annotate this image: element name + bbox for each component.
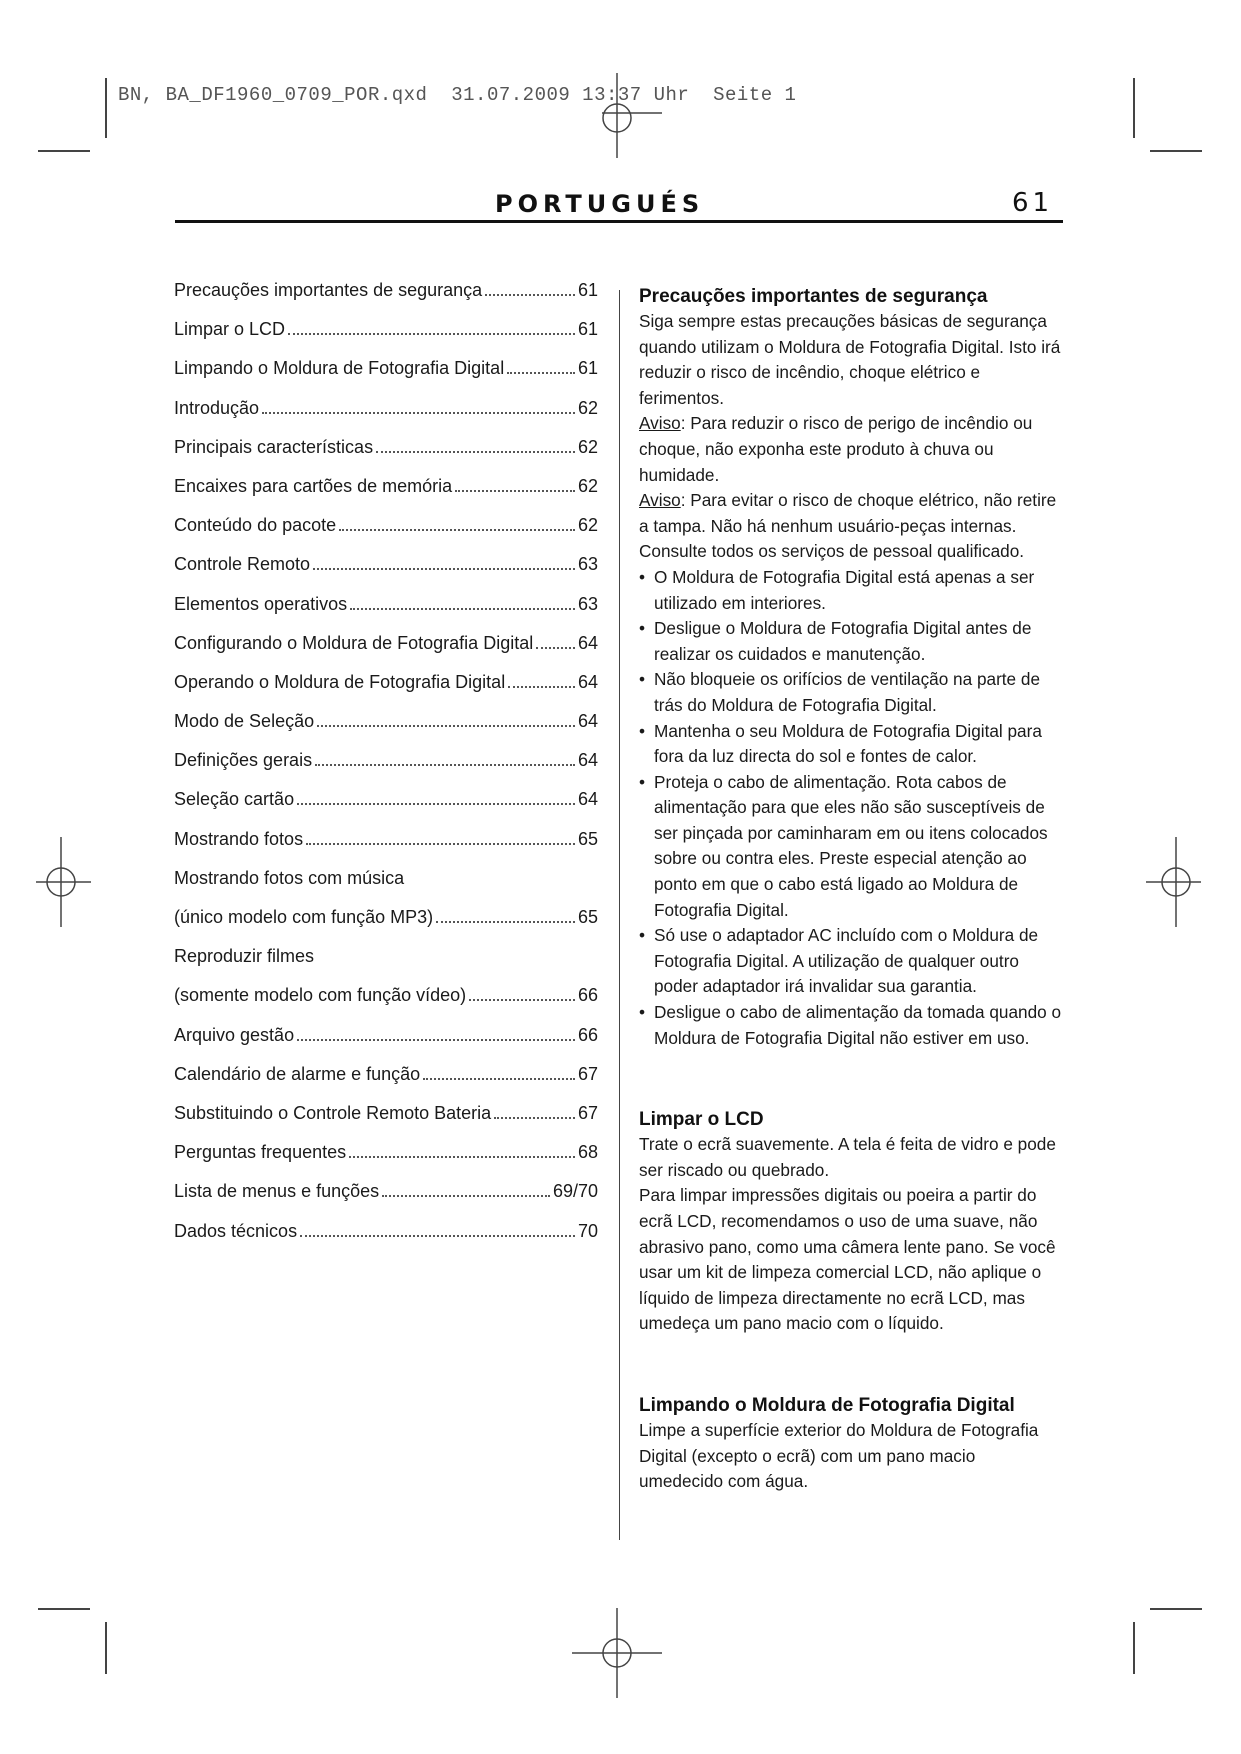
toc-entry [174, 554, 598, 593]
toc-entry [174, 476, 598, 515]
crop-mark [1150, 1608, 1202, 1610]
toc-entry [174, 750, 598, 789]
toc-leader-dots [455, 490, 575, 492]
toc-entry-page: 66 [577, 1024, 598, 1045]
toc-entry-label: Mostrando fotos com música [174, 867, 405, 888]
toc-entry [174, 868, 598, 907]
toc-entry [174, 633, 598, 672]
toc-entry-label: Modo de Seleção [174, 711, 315, 732]
toc-entry-page: 66 [577, 985, 598, 1006]
toc-entry-label: Principais características [174, 436, 374, 457]
toc-leader-dots [376, 451, 575, 453]
toc-entry-label: Introdução [174, 397, 260, 418]
section-heading-lcd: Limpar o LCD [639, 1109, 764, 1131]
toc-entry [174, 711, 598, 750]
toc-entry [174, 829, 598, 868]
toc-entry [174, 789, 598, 828]
toc-entry [174, 946, 598, 985]
toc-entry [174, 1181, 598, 1220]
toc-entry-page: 63 [577, 593, 598, 614]
toc-leader-dots [485, 294, 575, 296]
toc-entry-label: Elementos operativos [174, 593, 348, 614]
toc-entry-label: Substituindo o Controle Remoto Bateria [174, 1102, 492, 1123]
lcd-paragraph-2: Para limpar impressões digitais ou poeira a partir do ecrã LCD, recomendamos o uso de uma suave, não abrasivo pano, como uma câmera lente pano. Se você usar um kit de limpeza comercial LCD, não aplique o líquido de limpeza directamente no ecrã LCD, mas umedeça um pano macio com o líquido. [639, 1185, 1056, 1334]
toc-entry-page: 67 [577, 1102, 598, 1123]
toc-entry-page: 69/70 [552, 1181, 598, 1202]
toc-entry-label: Precauções importantes de segurança [174, 280, 483, 300]
toc-entry [174, 398, 598, 437]
registration-mark-icon [1131, 837, 1221, 927]
toc-leader-dots [436, 921, 575, 923]
toc-entry [174, 1221, 598, 1260]
toc-entry-page: 64 [577, 632, 598, 653]
toc-entry-page: 63 [577, 554, 598, 575]
toc-entry-page: 61 [577, 280, 598, 300]
toc-entry-label: Limpar o LCD [174, 319, 286, 340]
page-title: PORTUGUÉS [495, 190, 705, 218]
toc-entry-label: Limpando o Moldura de Fotografia Digital [174, 358, 505, 379]
toc-leader-dots [350, 608, 575, 610]
toc-entry [174, 1142, 598, 1181]
lcd-paragraph-1: Trate o ecrã suavemente. A tela é feita de vidro e pode ser riscado ou quebrado. [639, 1134, 1056, 1180]
toc-entry [174, 1025, 598, 1064]
toc-leader-dots [306, 843, 575, 845]
toc-entry-label: Mostrando fotos [174, 828, 304, 849]
toc-leader-dots [300, 1235, 575, 1237]
toc-leader-dots [262, 412, 575, 414]
warning-label: Aviso [639, 490, 681, 511]
toc-entry-page: 62 [577, 436, 598, 457]
toc-leader-dots [297, 803, 575, 805]
list-item: • Proteja o cabo de alimentação. Rota cabos de alimentação para que eles não são susceptíveis de ser pinçada por caminharam em ou itens colocados sobre ou contra eles. Preste especial atenção ao ponto em que o cabo está ligado ao Moldura de Fotografia Digital. [639, 770, 1063, 924]
crop-mark [1133, 1622, 1135, 1674]
toc-entry [174, 985, 598, 1024]
toc-leader-dots [382, 1195, 550, 1197]
toc-entry-label: Arquivo gestão [174, 1024, 295, 1045]
toc-entry [174, 437, 598, 476]
toc-entry-page: 64 [577, 750, 598, 771]
print-slug: BN, BA_DF1960_0709_POR.qxd 31.07.2009 13:37 Uhr Seite 1 [118, 84, 797, 106]
crop-mark [1150, 150, 1202, 152]
toc-entry-label: Lista de menus e funções [174, 1181, 380, 1202]
toc-entry [174, 594, 598, 633]
safety-intro: Siga sempre estas precauções básicas de segurança quando utilizam o Moldura de Fotografia Digital. Isto irá reduzir o risco de incêndio, choque elétrico e ferimentos. [639, 311, 1061, 408]
crop-mark [38, 1608, 90, 1610]
toc-entry-label: Controle Remoto [174, 554, 311, 575]
toc-leader-dots [313, 568, 575, 570]
frame-cleaning-paragraph: Limpe a superfície exterior do Moldura de Fotografia Digital (excepto o ecrã) com um pano macio umedecido com água. [639, 1419, 1039, 1492]
toc-entry-page: 64 [577, 711, 598, 732]
list-item: • Desligue o Moldura de Fotografia Digital antes de realizar os cuidados e manutenção. [639, 616, 1063, 667]
table-of-contents [174, 280, 598, 1260]
toc-leader-dots [317, 725, 575, 727]
toc-entry-label: Configurando o Moldura de Fotografia Digital [174, 632, 534, 653]
toc-entry-page: 65 [577, 907, 598, 927]
toc-entry-page: 64 [577, 789, 598, 810]
header-rule [175, 220, 1063, 223]
safety-bullet-list [639, 565, 1063, 1051]
toc-entry-page: 61 [577, 319, 598, 340]
crop-mark [105, 78, 107, 138]
toc-entry-label: Operando o Moldura de Fotografia Digital [174, 671, 506, 692]
toc-entry-page: 68 [577, 1142, 598, 1163]
toc-entry-label: Definições gerais [174, 750, 313, 771]
toc-entry-label: Reproduzir filmes [174, 946, 315, 967]
toc-entry-label: (somente modelo com função vídeo) [174, 985, 467, 1006]
toc-leader-dots [288, 333, 575, 335]
page-number: 61 [1012, 188, 1054, 218]
toc-entry [174, 319, 598, 358]
toc-entry [174, 1064, 598, 1103]
list-item: • Desligue o cabo de alimentação da tomada quando o Moldura de Fotografia Digital não estiver em uso. [639, 1000, 1063, 1051]
toc-entry [174, 1103, 598, 1142]
list-item: • O Moldura de Fotografia Digital está apenas a ser utilizado em interiores. [639, 565, 1063, 616]
toc-entry-page: 62 [577, 397, 598, 418]
toc-leader-dots [339, 529, 575, 531]
safety-warning-1: Aviso: Para reduzir o risco de perigo de incêndio ou choque, não exponha este produto à chuva ou humidade. [639, 413, 1033, 485]
toc-entry-page: 62 [577, 475, 598, 496]
toc-entry-page: 67 [577, 1063, 598, 1084]
toc-entry [174, 280, 598, 319]
toc-entry-page: 65 [577, 828, 598, 849]
toc-entry-label: Dados técnicos [174, 1220, 298, 1241]
toc-leader-dots [469, 999, 575, 1001]
toc-entry-page: 64 [577, 671, 598, 692]
toc-leader-dots [297, 1039, 575, 1041]
section-heading-frame-cleaning: Limpando o Moldura de Fotografia Digital [639, 1394, 1015, 1416]
toc-entry-page: 61 [577, 358, 598, 379]
toc-leader-dots [349, 1156, 575, 1158]
toc-entry [174, 515, 598, 554]
toc-entry [174, 907, 598, 946]
list-item: • Só use o adaptador AC incluído com o Moldura de Fotografia Digital. A utilização de qualquer outro poder adaptador irá invalidar sua garantia. [639, 923, 1063, 1000]
toc-entry-page: 70 [577, 1220, 598, 1241]
warning-label: Aviso [639, 413, 681, 434]
registration-mark-icon [572, 1608, 662, 1698]
toc-leader-dots [507, 372, 575, 374]
toc-entry-page: 62 [577, 515, 598, 536]
content-column [639, 284, 1063, 1495]
crop-mark [38, 150, 90, 152]
toc-leader-dots [536, 647, 575, 649]
toc-entry-label: (único modelo com função MP3) [174, 907, 434, 927]
toc-entry [174, 358, 598, 397]
crop-mark [1133, 78, 1135, 138]
toc-entry-label: Encaixes para cartões de memória [174, 475, 453, 496]
registration-mark-icon [572, 68, 662, 158]
toc-entry-label: Calendário de alarme e função [174, 1063, 421, 1084]
column-divider [619, 290, 620, 1540]
list-item: • Mantenha o seu Moldura de Fotografia Digital para fora da luz directa do sol e fontes de calor. [639, 719, 1063, 770]
safety-warning-2: Aviso: Para evitar o risco de choque elétrico, não retire a tampa. Não há nenhum usuário-peças internas. Consulte todos os serviços de pessoal qualificado. [639, 490, 1057, 562]
crop-mark [105, 1622, 107, 1674]
registration-mark-icon [16, 837, 106, 927]
list-item: • Não bloqueie os orifícios de ventilação na parte de trás do Moldura de Fotografia Digital. [639, 667, 1063, 718]
toc-leader-dots [315, 764, 575, 766]
toc-leader-dots [508, 686, 575, 688]
toc-leader-dots [423, 1078, 575, 1080]
toc-entry-label: Perguntas frequentes [174, 1142, 347, 1163]
section-heading-safety: Precauções importantes de segurança [639, 286, 988, 307]
toc-entry-label: Conteúdo do pacote [174, 515, 337, 536]
toc-leader-dots [494, 1117, 575, 1119]
toc-entry-label: Seleção cartão [174, 789, 295, 810]
toc-entry [174, 672, 598, 711]
